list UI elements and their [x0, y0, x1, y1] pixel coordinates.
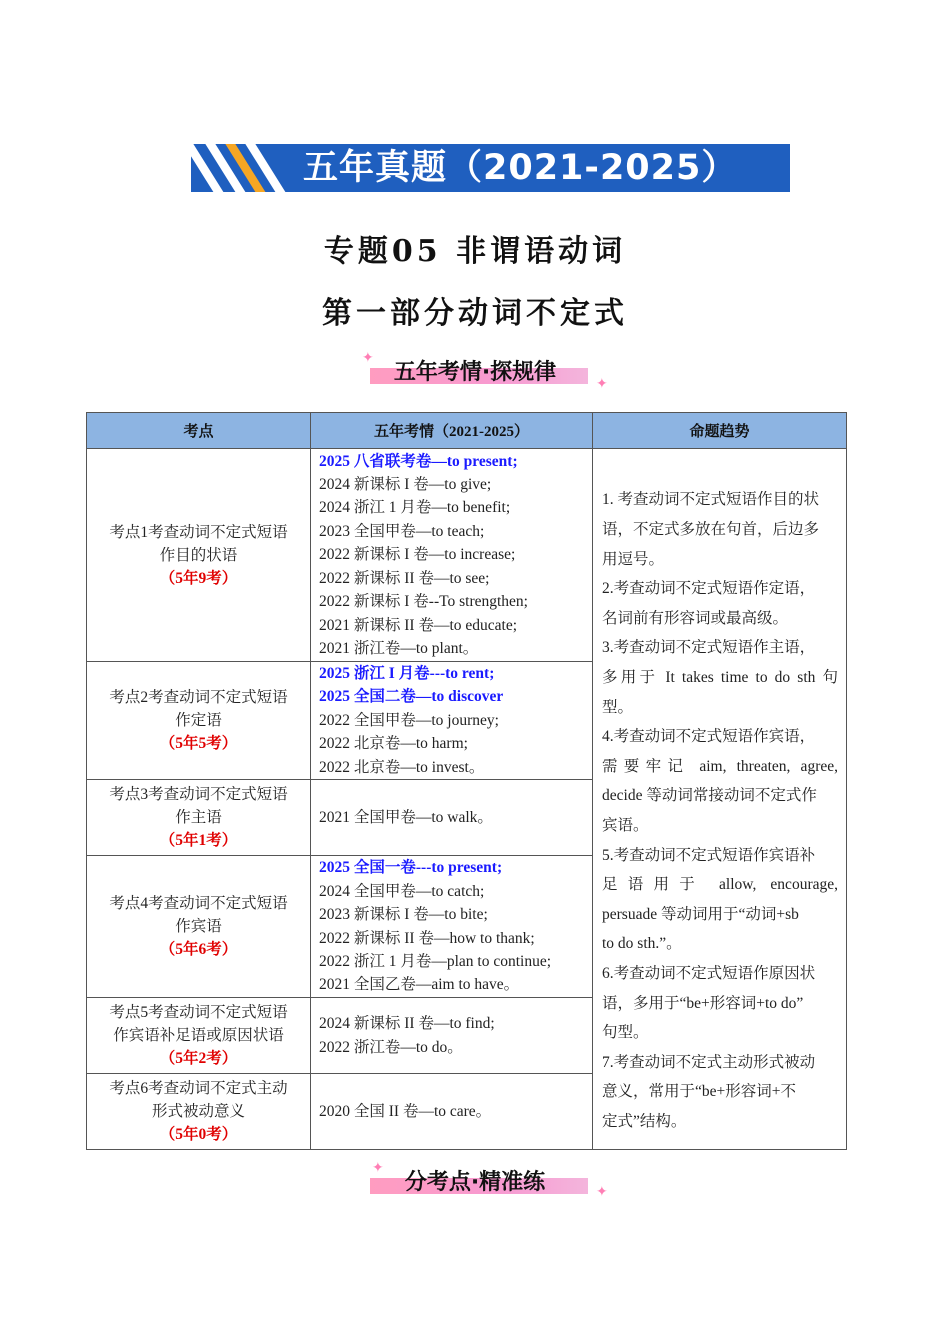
trend-line: to do sth.”。	[602, 935, 682, 953]
point-label: 作主语	[175, 809, 222, 827]
exam-item: 2025 浙江 I 月卷---to rent;	[319, 665, 495, 682]
point-label: 考点1考查动词不定式短语	[109, 523, 288, 541]
exam-item: 2021 浙江卷—to plant。	[319, 639, 479, 657]
point-label: 作宾语补足语或原因状语	[113, 1027, 284, 1045]
trend-cell	[593, 449, 847, 1150]
trend-line: 5.考查动词不定式短语作宾语补	[602, 846, 816, 864]
point-count: （5年5考）	[159, 735, 238, 753]
point-count: （5年0考）	[159, 1126, 238, 1144]
exam-item: 2020 全国 II 卷—to care。	[319, 1102, 492, 1120]
point-count: （5年2考）	[159, 1050, 238, 1068]
point-label: 作定语	[175, 712, 222, 730]
trend-line: 6.考查动词不定式短语作原因状	[602, 964, 816, 982]
trend-line: 用逗号。	[602, 550, 665, 568]
years-cell	[311, 998, 593, 1074]
exam-item: 2024 浙江 1 月卷—to benefit;	[319, 499, 511, 517]
point-cell	[87, 998, 311, 1074]
sparkle-icon: ✦	[372, 1161, 384, 1176]
exam-item: 2021 全国甲卷—to walk。	[319, 808, 493, 826]
trend-line: 需要牢记 aim, threaten, agree,	[602, 757, 838, 775]
point-label: 考点3考查动词不定式短语	[109, 786, 288, 804]
section-label: 五年考情·探规律	[393, 360, 557, 385]
trend-line: 语，不定式多放在句首，后边多	[602, 521, 820, 539]
exam-item: 2022 新课标 I 卷—to increase;	[319, 546, 516, 564]
trend-line: decide 等动词常接动词不定式作	[602, 787, 817, 805]
point-label: 考点2考查动词不定式短语	[109, 689, 288, 707]
point-cell	[87, 780, 311, 856]
exam-item: 2022 北京卷—to invest。	[319, 758, 485, 776]
exam-item: 2024 新课标 I 卷—to give;	[319, 476, 492, 494]
years-cell	[311, 449, 593, 662]
banner	[191, 144, 790, 192]
section-header-practice	[350, 1160, 608, 1206]
exam-item: 2021 新课标 II 卷—to educate;	[319, 616, 518, 634]
trend-line: 名词前有形容词或最高级。	[602, 609, 789, 627]
point-count: （5年1考）	[159, 832, 238, 850]
table-header-row	[87, 413, 847, 449]
exam-item: 2022 新课标 I 卷--To strengthen;	[319, 593, 528, 611]
banner-title: 五年真题（2021-2025）	[303, 148, 738, 188]
exam-analysis-table	[86, 412, 847, 1150]
trend-line: 语，多用于“be+形容词+to do”	[602, 994, 804, 1012]
exam-item: 2022 浙江卷—to do。	[319, 1038, 463, 1056]
trend-line: persuade 等动词用于“动词+sb	[602, 905, 799, 923]
point-count: （5年9考）	[159, 569, 238, 587]
exam-item: 2023 新课标 I 卷—to bite;	[319, 906, 488, 924]
trend-line: 定式”结构。	[602, 1112, 687, 1130]
exam-item: 2024 全国甲卷—to catch;	[319, 882, 485, 900]
trend-line: 足语用于 allow, encourage,	[602, 876, 838, 894]
exam-item: 2022 全国甲卷—to journey;	[319, 711, 499, 729]
exam-item: 2025 全国二卷—to discover	[319, 688, 504, 706]
point-label: 考点5考查动词不定式短语	[109, 1004, 288, 1022]
exam-item: 2022 新课标 II 卷—how to thank;	[319, 929, 535, 947]
point-cell	[87, 856, 311, 998]
trend-line: 4.考查动词不定式短语作宾语，	[602, 728, 816, 746]
section-header-analysis	[350, 350, 608, 396]
exam-item: 2022 浙江 1 月卷—plan to continue;	[319, 952, 552, 970]
sparkle-icon: ✦	[596, 1185, 608, 1200]
exam-item: 2023 全国甲卷—to teach;	[319, 522, 485, 540]
years-cell	[311, 1074, 593, 1150]
point-label: 考点6考查动词不定式主动	[109, 1080, 288, 1098]
point-cell	[87, 1074, 311, 1150]
exam-item: 2025 全国一卷---to present;	[319, 859, 503, 877]
exam-item: 2022 新课标 II 卷—to see;	[319, 569, 490, 587]
header-trend: 命题趋势	[593, 413, 847, 449]
header-point: 考点	[87, 413, 311, 449]
table-row	[87, 449, 847, 662]
sparkle-icon: ✦	[596, 377, 608, 392]
years-cell	[311, 780, 593, 856]
point-count: （5年6考）	[159, 941, 238, 959]
exam-item: 2024 新课标 II 卷—to find;	[319, 1015, 495, 1033]
exam-item: 2025 八省联考卷—to present;	[319, 452, 518, 470]
trend-line: 句型。	[602, 1024, 649, 1042]
header-years: 五年考情（2021-2025）	[311, 413, 593, 449]
point-cell	[87, 662, 311, 780]
sparkle-icon: ✦	[362, 351, 374, 366]
exam-item: 2022 北京卷—to harm;	[319, 735, 468, 753]
topic-title: 专题05 非谓语动词	[323, 234, 627, 269]
trend-line: 型。	[602, 698, 634, 716]
trend-line: 宾语。	[602, 817, 649, 835]
part-title: 第一部分动词不定式	[322, 296, 628, 331]
exam-item: 2021 全国乙卷—aim to have。	[319, 976, 520, 994]
trend-line: 2.考查动词不定式短语作定语，	[602, 580, 816, 598]
point-label: 形式被动意义	[151, 1103, 245, 1121]
trend-line: 意义，常用于“be+形容词+不	[602, 1083, 796, 1101]
years-cell	[311, 662, 593, 780]
trend-line: 多用于 It takes time to do sth 句	[602, 669, 838, 687]
section-label: 分考点·精准练	[404, 1170, 546, 1195]
point-label: 考点4考查动词不定式短语	[109, 895, 288, 913]
point-cell	[87, 449, 311, 662]
years-cell	[311, 856, 593, 998]
point-label: 作目的状语	[159, 546, 238, 564]
trend-line: 1. 考查动词不定式短语作目的状	[602, 491, 820, 509]
trend-line: 7.考查动词不定式主动形式被动	[602, 1053, 816, 1071]
trend-line: 3.考查动词不定式短语作主语，	[602, 639, 816, 657]
point-label: 作宾语	[175, 918, 222, 936]
